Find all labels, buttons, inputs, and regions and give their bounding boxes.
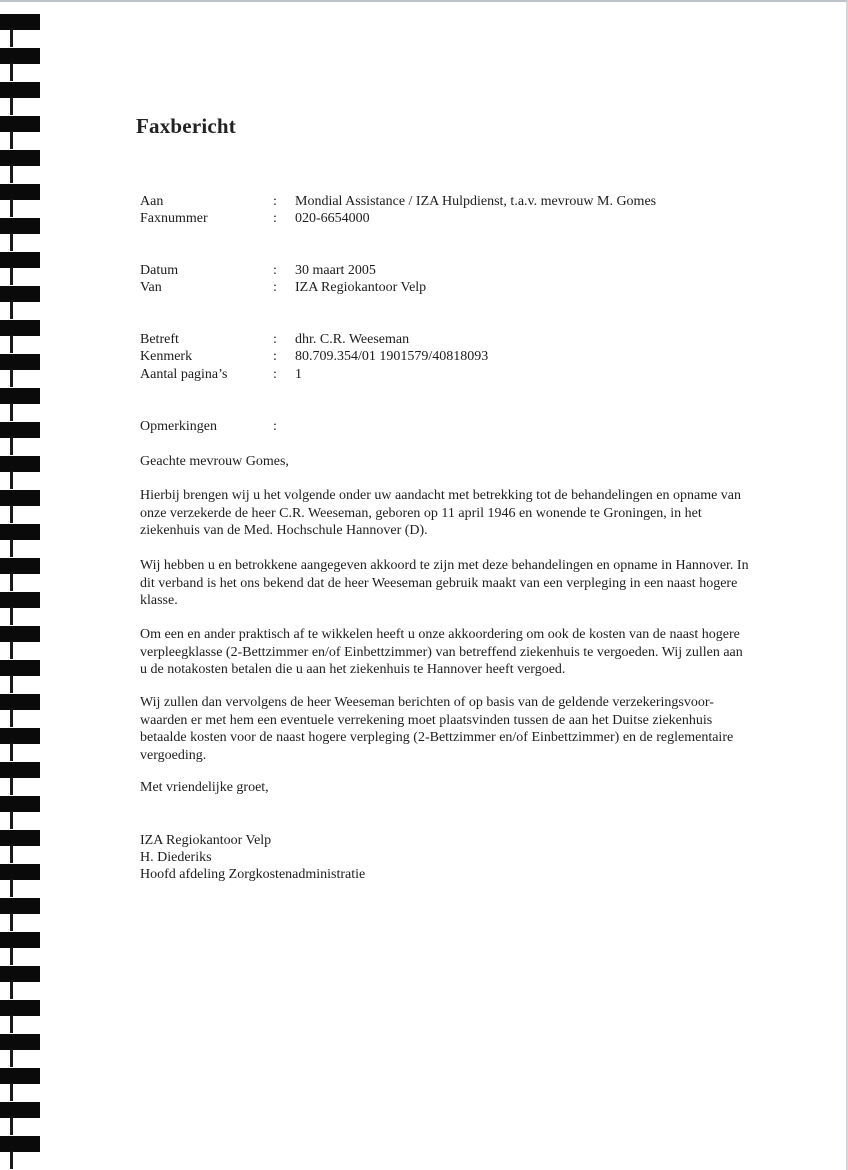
field-label: Betreft xyxy=(140,332,179,347)
paragraph-2 xyxy=(140,557,820,610)
paragraph-line: dit verband is het ons bekend dat de heer Weeseman gebruik maakt van een verpleging in een naast hogere xyxy=(140,575,738,591)
closing-text: Met vriendelijke groet, xyxy=(140,780,269,795)
paragraph-line: Wij zullen dan vervolgens de heer Weeseman berichten of op basis van de geldende verzekeringsvoor- xyxy=(140,695,714,710)
paragraph-line: waarden er met hem een eventuele verrekening moet plaatsvinden tussen de aan het Duitse ziekenhuis xyxy=(140,712,713,728)
binding-hole xyxy=(0,592,40,608)
paragraph-1 xyxy=(140,487,820,540)
binding-hole xyxy=(0,660,40,676)
closing xyxy=(140,779,820,797)
signature-organization: IZA Regiokantoor Velp xyxy=(140,833,272,848)
binding-hole xyxy=(0,864,40,880)
binding-hole xyxy=(0,354,40,370)
field-label: Van xyxy=(140,280,162,295)
binding-hole xyxy=(0,252,40,268)
binding-hole xyxy=(0,286,40,302)
field-separator: : xyxy=(273,419,277,434)
field-label: Kenmerk xyxy=(140,349,193,364)
binding-hole xyxy=(0,626,40,642)
binding-hole xyxy=(0,728,40,744)
binding-hole xyxy=(0,898,40,914)
field-value: dhr. C.R. Weeseman xyxy=(295,332,410,347)
binding-hole xyxy=(0,1068,40,1084)
field-value: 30 maart 2005 xyxy=(295,263,376,278)
field-separator: : xyxy=(273,367,277,382)
binding-hole xyxy=(0,490,40,506)
binding-hole xyxy=(0,14,40,30)
paragraph-line: onze verzekerde de heer C.R. Weeseman, geboren op 11 april 1946 en wonende te Groningen, in het xyxy=(140,505,702,521)
binding-hole xyxy=(0,966,40,982)
binding-hole xyxy=(0,694,40,710)
paragraph-line: verpleegklasse (2-Bettzimmer en/of Einbettzimmer) van betreffend ziekenhuis te vergoeden. Wij zullen aan xyxy=(140,644,743,660)
salutation-text: Geachte mevrouw Gomes, xyxy=(140,454,289,469)
field-separator: : xyxy=(273,349,277,364)
binding-hole xyxy=(0,150,40,166)
field-separator: : xyxy=(273,194,277,209)
signature-block xyxy=(140,832,365,883)
paragraph-line: betaalde kosten voor de naast hogere verpleging (2-Bettzimmer en/of Einbettzimmer) en de reglementaire xyxy=(140,730,734,745)
binding-hole xyxy=(0,422,40,438)
binding-hole xyxy=(0,1034,40,1050)
binding-hole xyxy=(0,524,40,540)
field-value: 80.709.354/01 1901579/40818093 xyxy=(295,349,489,364)
paragraph-line: u de notakosten betalen die u aan het ziekenhuis te Hannover heeft vergoed. xyxy=(140,662,566,677)
paragraph-3 xyxy=(140,626,820,679)
paragraph-line: ziekenhuis van de Med. Hochschule Hannover (D). xyxy=(140,523,428,538)
binding-hole xyxy=(0,48,40,64)
signature-title: Hoofd afdeling Zorgkostenadministratie xyxy=(140,867,366,882)
paragraph-line: Hierbij brengen wij u het volgende onder uw aandacht met betrekking tot de behandelingen en opname van xyxy=(140,488,742,503)
field-separator: : xyxy=(273,263,277,278)
binding-hole xyxy=(0,456,40,472)
field-label: Faxnummer xyxy=(140,211,208,226)
binding-hole xyxy=(0,762,40,778)
binding-hole xyxy=(0,388,40,404)
binding-hole xyxy=(0,830,40,846)
binding-hole xyxy=(0,796,40,812)
binding-hole xyxy=(0,932,40,948)
field-separator: : xyxy=(273,332,277,347)
field-value: 1 xyxy=(295,367,302,382)
field-value: Mondial Assistance / IZA Hulpdienst, t.a.v. mevrouw M. Gomes xyxy=(295,194,657,209)
field-separator: : xyxy=(273,211,277,226)
paragraph-line: Om een en ander praktisch af te wikkelen heeft u onze akkoordering om ook de kosten van de naast hogere xyxy=(140,627,740,642)
binding-hole xyxy=(0,1000,40,1016)
binding-hole xyxy=(0,558,40,574)
paragraph-line: vergoeding. xyxy=(140,747,207,763)
binding-hole xyxy=(0,116,40,132)
field-value: 020-6654000 xyxy=(295,211,370,226)
field-value: IZA Regiokantoor Velp xyxy=(295,280,427,295)
paragraph-4 xyxy=(140,694,820,764)
binding-hole xyxy=(0,1102,40,1118)
field-label: Aantal pagina’s xyxy=(140,367,228,382)
paragraph-line: Wij hebben u en betrokkene aangegeven akkoord te zijn met deze behandelingen en opname in Hannover. In xyxy=(140,558,749,573)
salutation xyxy=(140,453,820,471)
signature-name: H. Diederiks xyxy=(140,850,212,865)
document-title: Faxbericht xyxy=(136,114,236,138)
binding-hole xyxy=(0,320,40,336)
binding-hole xyxy=(0,1136,40,1152)
field-separator: : xyxy=(273,280,277,295)
field-label: Opmerkingen xyxy=(140,419,217,434)
binding-hole xyxy=(0,184,40,200)
spiral-binding xyxy=(0,0,44,1170)
paragraph-line: klasse. xyxy=(140,593,178,608)
field-label: Aan xyxy=(140,194,164,209)
binding-hole xyxy=(0,218,40,234)
binding-hole xyxy=(0,82,40,98)
field-label: Datum xyxy=(140,263,179,278)
